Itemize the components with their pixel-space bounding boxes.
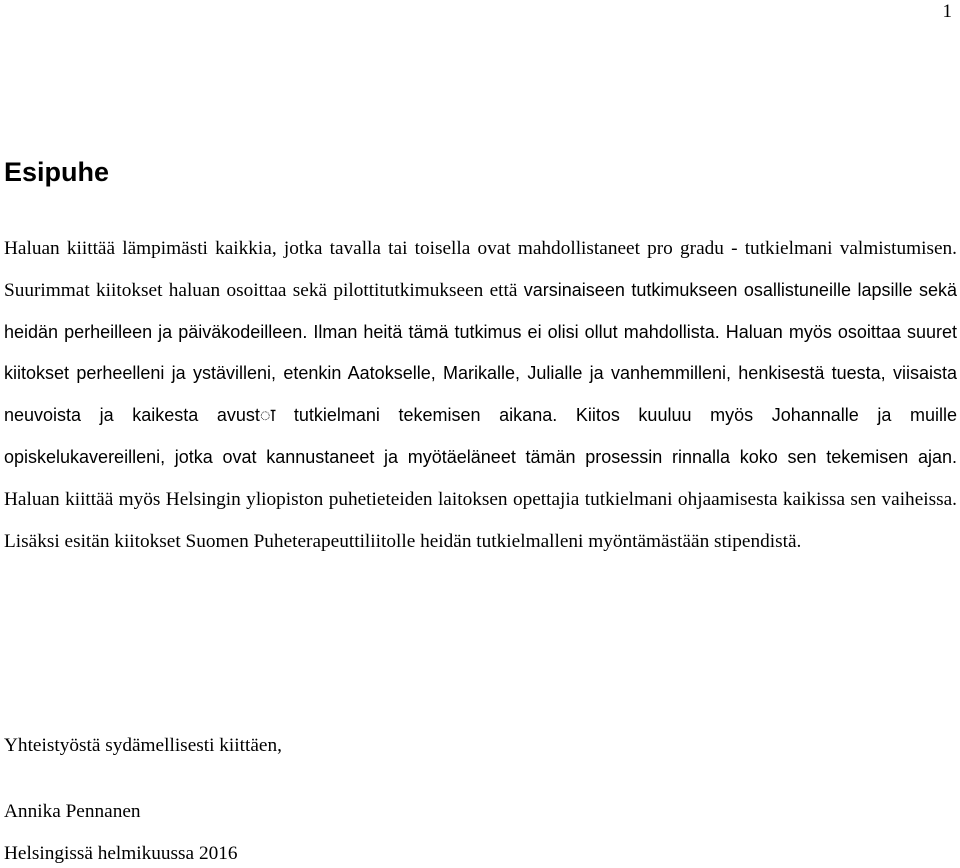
page-number: 1 xyxy=(942,1,952,22)
body-text-sans: varsinaiseen tutkimukseen osallistuneille lapsille sekä heidän perheilleen ja päiväkodeilleen. Ilman heitä tämä tutkimus ei olisi ollut mahdollista. Haluan myös osoittaa suuret kiitokset perheelleni ja ystävilleni, etenkin Aatokselle, Marikalle, Julialle ja vanhemmilleni, henkisestä tuesta, viisaista neuvoista ja kaikesta avustा tutkielmani tekemisen aikana. Kiitos kuuluu myös Johannalle ja muille opiskelukavereilleni, jotka ovat kannustaneet ja myötäeläneet tämän prosessin rinnalla koko sen tekemisen ajan. xyxy=(4,279,958,467)
author-name: Annika Pennanen xyxy=(4,801,141,822)
body-text-serif-1: Haluan kiittää lämpimästi kaikkia, jotka tavalla tai toisella ovat mahdollistaneet pro gradu - tutkielmani valmistumisen. Suurimmat kiitokset haluan osoittaa sekä pilottitutkimukseen että xyxy=(4,238,957,301)
page-title: Esipuhe xyxy=(4,157,110,187)
place-and-date: Helsingissä helmikuussa 2016 xyxy=(4,843,238,864)
body-text-serif-2: Haluan kiittää myös Helsingin yliopiston puhetieteiden laitoksen opettajia tutkielmani ohjaamisesta kaikissa sen vaiheissa. Lisäksi esitän kiitokset Suomen Puheterapeuttiliitolle heidän tutkielmalleni myöntämästään stipendistä. xyxy=(4,488,957,552)
body-paragraph xyxy=(4,228,957,562)
closing-line: Yhteistyöstä sydämellisesti kiittäen, xyxy=(4,735,282,756)
